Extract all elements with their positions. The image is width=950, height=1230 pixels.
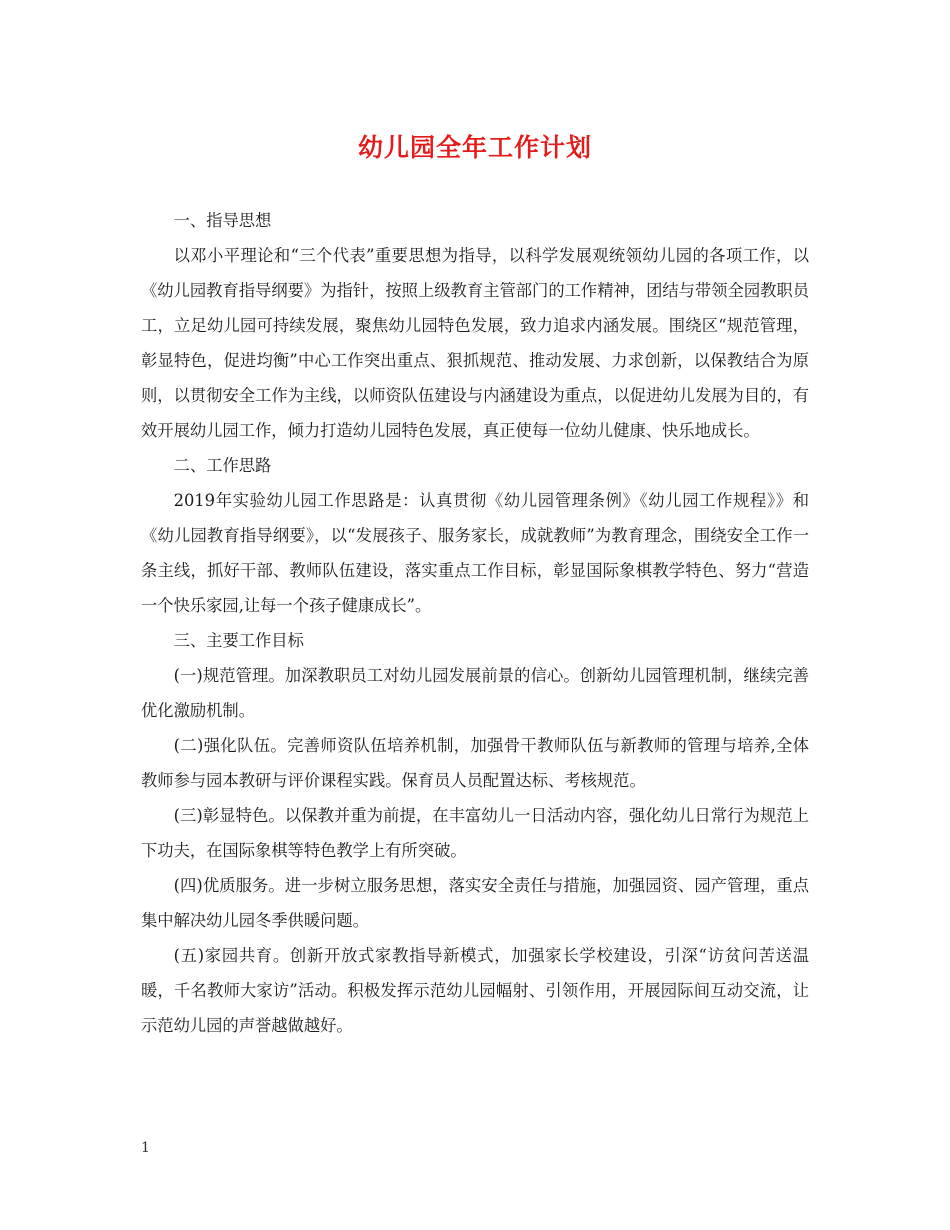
goal-item-2: (二)强化队伍。完善师资队伍培养机制，加强骨干教师队伍与新教师的管理与培养,全体教师参与园本教研与评价课程实践。保育员人员配置达标、考核规范。 <box>141 736 809 790</box>
page-number: 1 <box>141 1140 150 1156</box>
document-body <box>141 203 809 1043</box>
section-heading-guiding-thought: 一、指导思想 <box>173 211 272 230</box>
section-heading-work-approach: 二、工作思路 <box>173 456 272 475</box>
document-title: 幼儿园全年工作计划 <box>357 133 592 162</box>
goal-item-4: (四)优质服务。进一步树立服务思想，落实安全责任与措施，加强园资、园产管理，重点集中解决幼儿园冬季供暖问题。 <box>141 876 809 930</box>
goal-item-1: (一)规范管理。加深教职员工对幼儿园发展前景的信心。创新幼儿园管理机制，继续完善优化激励机制。 <box>141 666 809 720</box>
goal-item-5: (五)家园共育。创新开放式家教指导新模式，加强家长学校建设，引深“访贫问苦送温暖，千名教师大家访”活动。积极发挥示范幼儿园幅射、引领作用，开展园际间互动交流，让示范幼儿园的声誉越做越好。 <box>141 946 809 1035</box>
section-heading-main-goals: 三、主要工作目标 <box>173 631 304 650</box>
goal-item-3: (三)彰显特色。以保教并重为前提，在丰富幼儿一日活动内容，强化幼儿日常行为规范上下功夫，在国际象棋等特色教学上有所突破。 <box>141 806 809 860</box>
paragraph-guiding-thought: 以邓小平理论和“三个代表”重要思想为指导，以科学发展观统领幼儿园的各项工作，以《幼儿园教育指导纲要》为指针，按照上级教育主管部门的工作精神，团结与带领全园教职员工，立足幼儿园可持续发展，聚焦幼儿园特色发展，致力追求内涵发展。围绕区“规范管理，彰显特色，促进均衡”中心工作突出重点、狠抓规范、推动发展、力求创新，以保教结合为原则，以贯彻安全工作为主线，以师资队伍建设与内涵建设为重点，以促进幼儿发展为目的，有效开展幼儿园工作，倾力打造幼儿园特色发展，真正使每一位幼儿健康、快乐地成长。 <box>141 246 809 440</box>
paragraph-work-approach: 2019年实验幼儿园工作思路是：认真贯彻《幼儿园管理条例》《幼儿园工作规程》》和《幼儿园教育指导纲要》，以“发展孩子、服务家长，成就教师”为教育理念，围绕安全工作一条主线，抓好干部、教师队伍建设，落实重点工作目标，彰显国际象棋教学特色、努力“营造一个快乐家园,让每一个孩子健康成长”。 <box>141 491 809 615</box>
